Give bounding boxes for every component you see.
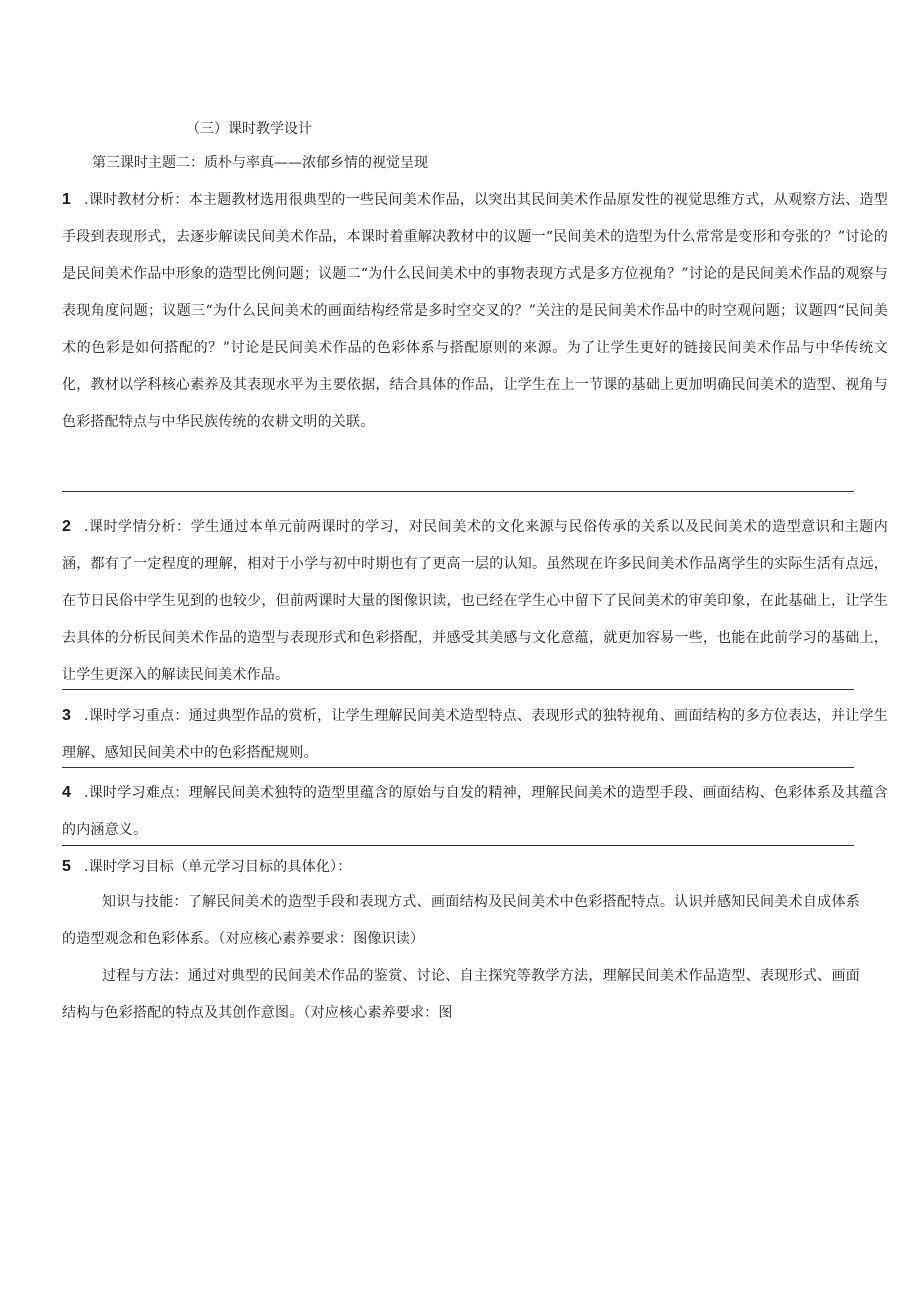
item-student-analysis bbox=[62, 508, 888, 694]
item-objectives bbox=[62, 848, 860, 886]
item-number: 4 bbox=[62, 784, 72, 801]
item-textbook-analysis bbox=[62, 181, 888, 441]
divider bbox=[62, 491, 854, 492]
lesson-title: 第三课时主题二：质朴与率真——浓郁乡情的视觉呈现 bbox=[92, 155, 428, 171]
item-number: 3 bbox=[62, 707, 72, 724]
item-text: .课时学情分析：学生通过本单元前两课时的学习，对民间美术的文化来源与民俗传承的关系以及民间美术的造型意识和主题内涵，都有了一定程度的理解，相对于小学与初中时期也有了更高一层的认知。虽然现在许多民间美术作品离学生的实际生活有点远，在节日民俗中学生见到的也较少，但前两课时大量的图像识读，也已经在学生心中留下了民间美术的审美印象，在此基础上，让学生去具体的分析民间美术作品的造型与表现形式和色彩搭配，并感受其美感与文化意蕴，就更加容易一些，也能在此前学习的基础上，让学生更深入的解读民间美术作品。 bbox=[62, 519, 888, 683]
divider bbox=[62, 845, 854, 846]
item-key-points bbox=[62, 697, 888, 772]
item-number: 2 bbox=[62, 518, 72, 535]
item-text: .课时学习目标（单元学习目标的具体化）： bbox=[84, 859, 352, 875]
objective-knowledge: 知识与技能：了解民间美术的造型手段和表现方式、画面结构及民间美术中色彩搭配特点。认识并感知民间美术自成体系的造型观念和色彩体系。（对应核心素养要求：图像识读） bbox=[62, 894, 860, 947]
section-header: （三）课时教学设计 bbox=[186, 121, 312, 137]
divider bbox=[62, 689, 854, 690]
item-number: 5 bbox=[62, 858, 72, 875]
item-difficulties bbox=[62, 774, 888, 849]
item-text: .课时学习难点：理解民间美术独特的造型里蕴含的原始与自发的精神，理解民间美术的造型手段、画面结构、色彩体系及其蕴含的内涵意义。 bbox=[62, 785, 888, 838]
item-number: 1 bbox=[62, 191, 72, 208]
objective-process: 过程与方法：通过对典型的民间美术作品的鉴赏、讨论、自主探究等教学方法，理解民间美术作品造型、表现形式、画面结构与色彩搭配的特点及其创作意图。（对应核心素养要求：图 bbox=[62, 968, 860, 1021]
item-text: .课时教材分析：本主题教材选用很典型的一些民间美术作品，以突出其民间美术作品原发性的视觉思维方式，从观察方法、造型手段到表现形式，去逐步解读民间美术作品，本课时着重解决教材中的议题一“民间美术的造型为什么常常是变形和夸张的？”讨论的是民间美术作品中形象的造型比例问题；议题二“为什么民间美术中的事物表现方式是多方位视角？”讨论的是民间美术作品的观察与表现角度问题；议题三“为什么民间美术的画面结构经常是多时空交叉的？”关注的是民间美术作品中的时空观问题；议题四“民间美术的色彩是如何搭配的？”讨论是民间美术作品的色彩体系与搭配原则的来源。为了让学生更好的链接民间美术作品与中华传统文化，教材以学科核心素养及其表现水平为主要依据，结合具体的作品，让学生在上一节课的基础上更加明确民间美术的造型、视角与色彩搭配特点与中华民族传统的农耕文明的关联。 bbox=[62, 192, 888, 430]
item-text: .课时学习重点：通过典型作品的赏析，让学生理解民间美术造型特点、表现形式的独特视角、画面结构的多方位表达，并让学生理解、感知民间美术中的色彩搭配规则。 bbox=[62, 708, 888, 761]
divider bbox=[62, 767, 854, 768]
